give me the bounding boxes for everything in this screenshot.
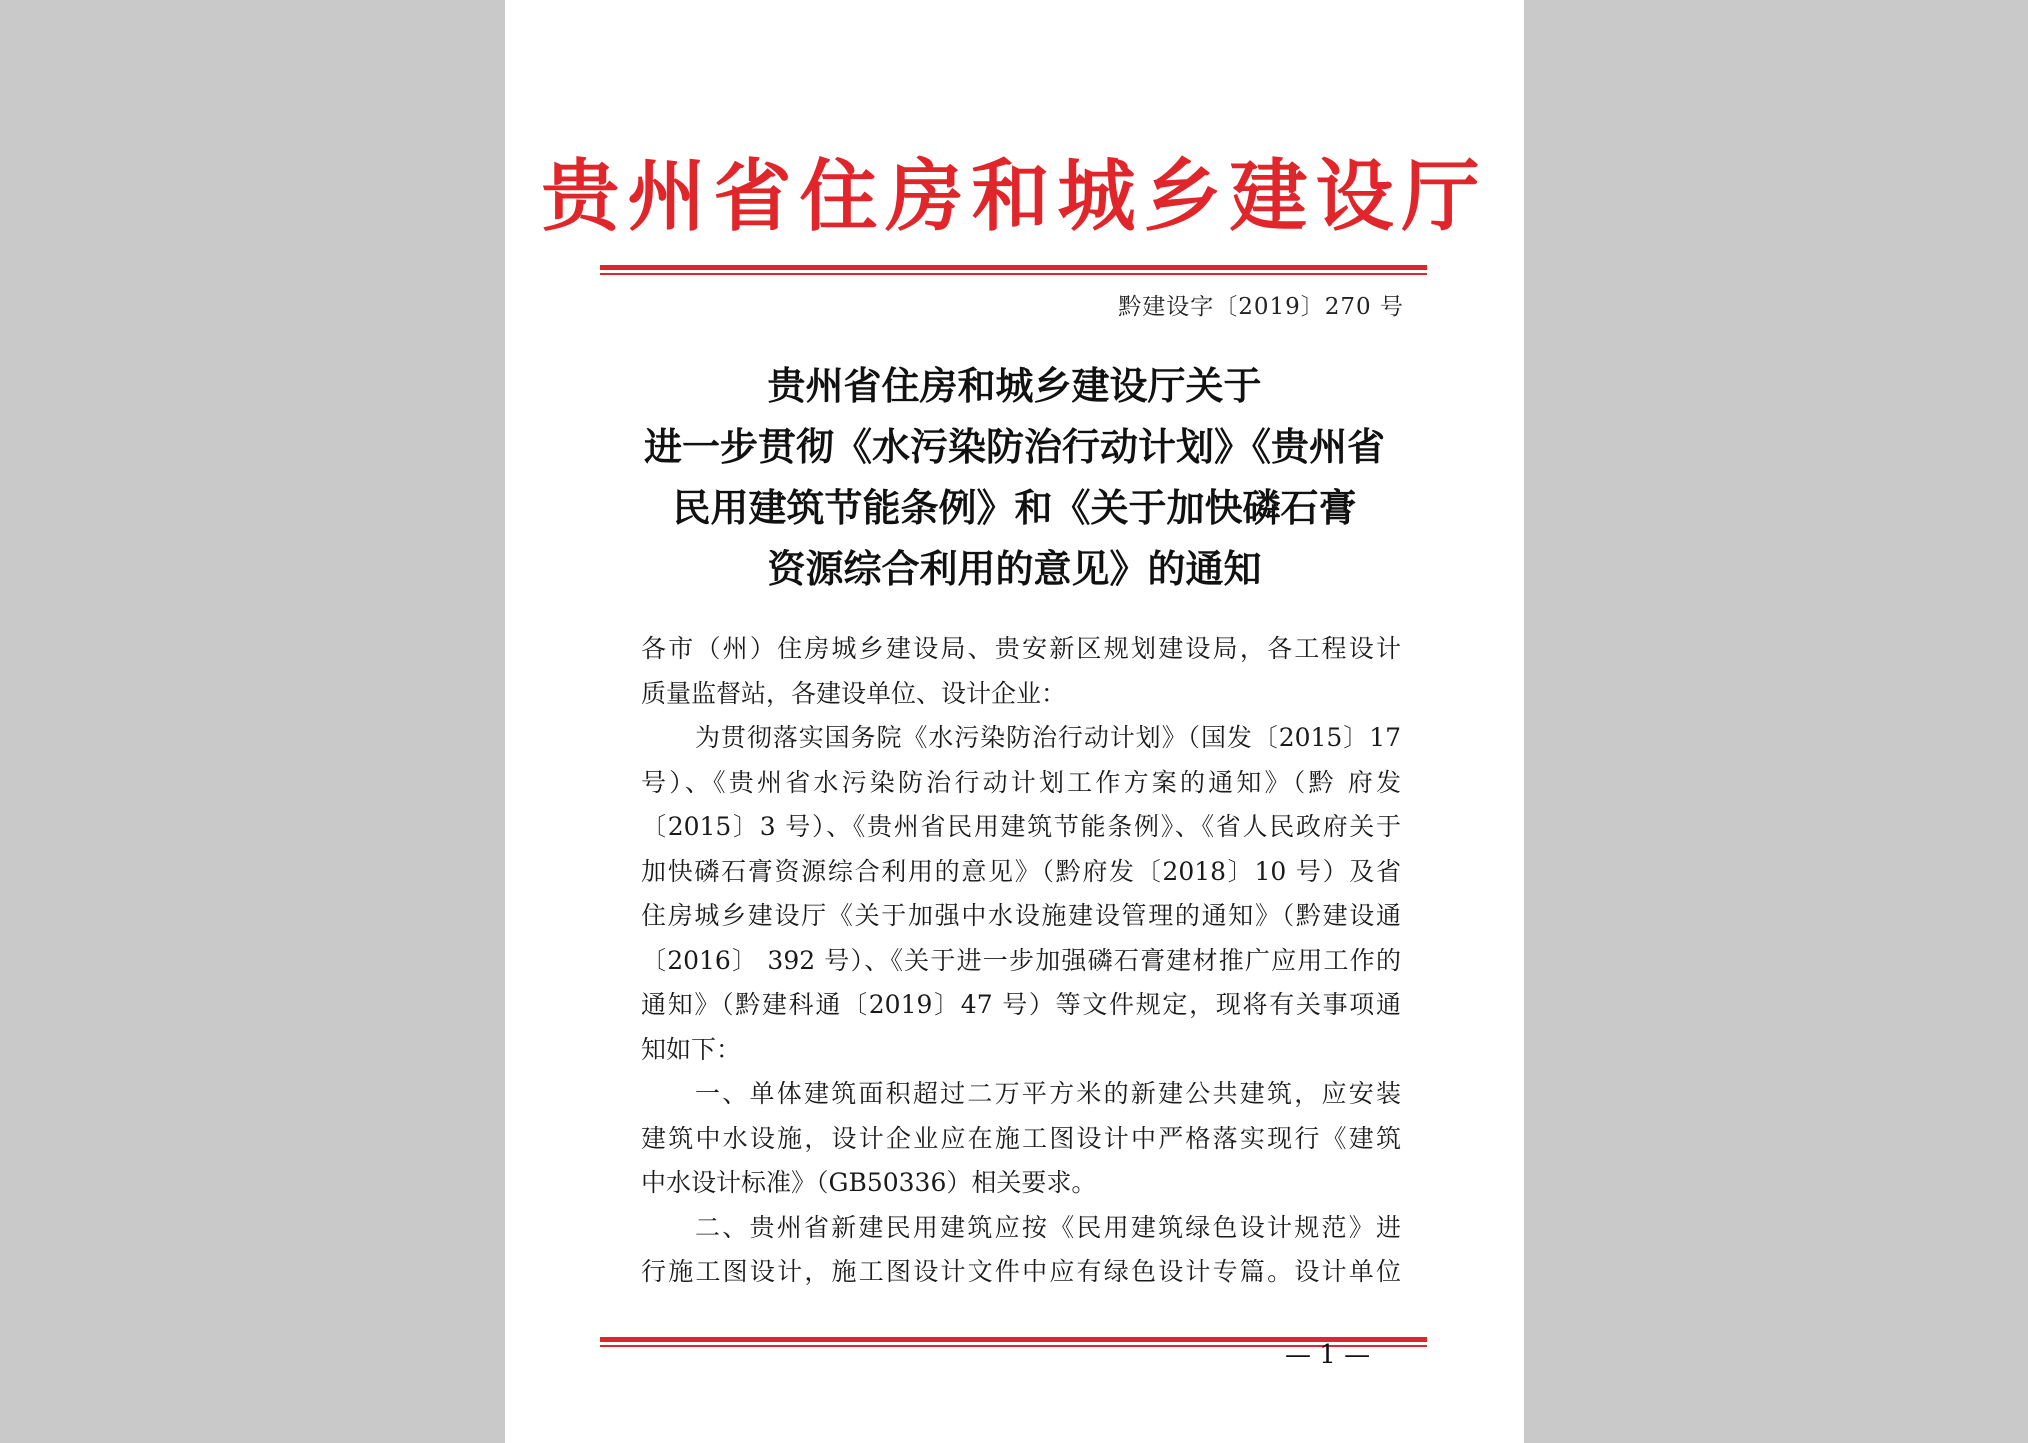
title-line: 进一步贯彻《水污染防治行动计划》《贵州省 xyxy=(643,424,1385,469)
body-line: 加快磷石膏资源综合利用的意见》（黔府发〔2018〕10 号）及省 xyxy=(641,856,1401,886)
document-page xyxy=(505,0,1524,1443)
body-line: 一、单体建筑面积超过二万平方米的新建公共建筑，应安装 xyxy=(695,1079,1401,1108)
body-line: 号）、《贵州省水污染防治行动计划工作方案的通知》（黔 府发 xyxy=(641,767,1401,797)
document-body xyxy=(641,627,1401,1295)
addressee-line: 质量监督站，各建设单位、设计企业： xyxy=(641,678,1067,708)
body-line: 知如下： xyxy=(641,1034,742,1064)
body-line: 住房城乡建设厅《关于加强中水设施建设管理的通知》（黔建设通 xyxy=(641,901,1401,930)
body-line: 二、贵州省新建民用建筑应按《民用建筑绿色设计规范》进 xyxy=(695,1212,1401,1242)
header-red-rule-thin xyxy=(600,273,1427,275)
title-line: 民用建筑节能条例》和《关于加快磷石膏 xyxy=(672,485,1357,530)
body-line: 中水设计标准》（GB50336）相关要求。 xyxy=(641,1168,1097,1197)
document-title xyxy=(505,355,1524,599)
body-line: 〔2015〕3 号）、《贵州省民用建筑节能条例》、《省人民政府关于 xyxy=(641,812,1401,841)
header-red-rule-thick xyxy=(600,265,1427,270)
page-number: — 1 — xyxy=(1285,1340,1371,1370)
body-line: 〔2016〕 392 号）、《关于进一步加强磷石膏建材推广应用工作的 xyxy=(641,945,1401,975)
title-line: 贵州省住房和城乡建设厅关于 xyxy=(767,363,1262,408)
body-line: 为贯彻落实国务院《水污染防治行动计划》（国发〔2015〕17 xyxy=(695,723,1401,752)
body-line: 建筑中水设施，设计企业应在施工图设计中严格落实现行《建筑 xyxy=(641,1123,1401,1153)
title-line: 资源综合利用的意见》的通知 xyxy=(767,546,1262,591)
addressee-line: 各市（州）住房城乡建设局、贵安新区规划建设局，各工程设计 xyxy=(641,634,1401,663)
body-line: 通知》（黔建科通〔2019〕47 号）等文件规定，现将有关事项通 xyxy=(641,990,1401,1019)
masthead-title: 贵州省住房和城乡建设厅 xyxy=(541,151,1488,242)
body-line: 行施工图设计，施工图设计文件中应有绿色设计专篇。设计单位 xyxy=(641,1257,1401,1286)
document-number: 黔建设字〔2019〕270 号 xyxy=(1118,294,1404,320)
